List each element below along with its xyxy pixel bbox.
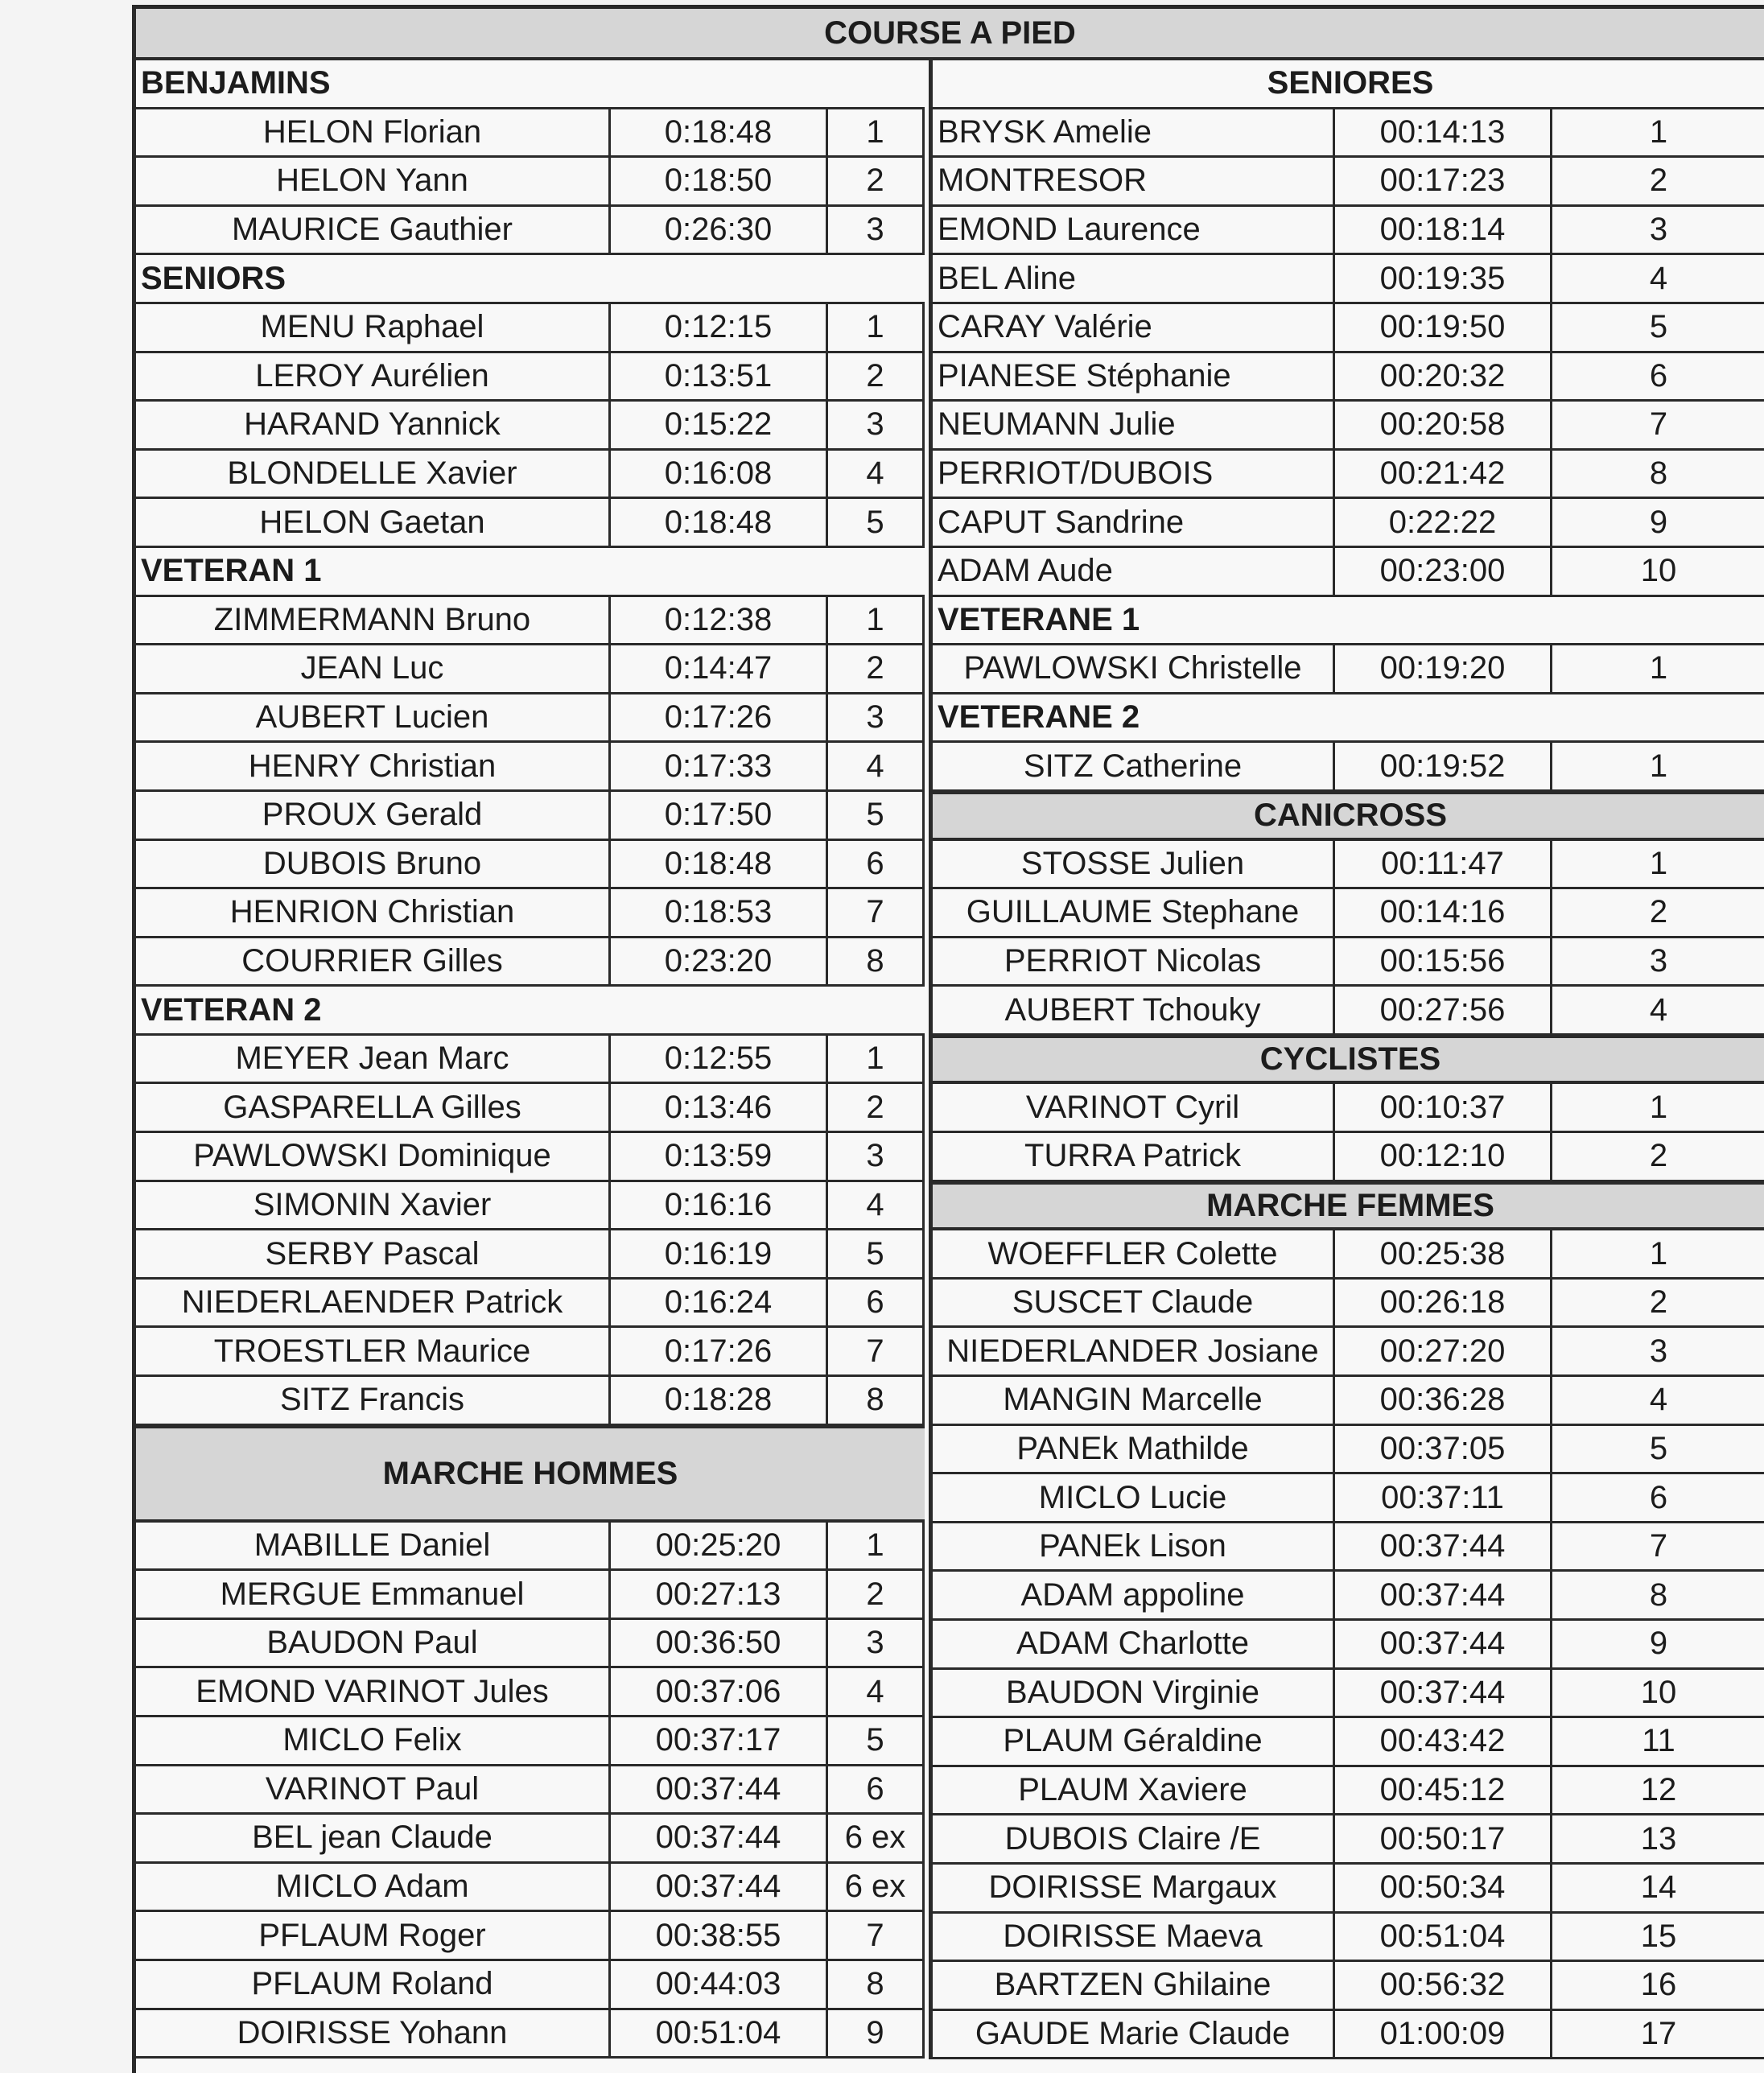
- finish-time: 00:56:32: [1335, 1962, 1552, 2009]
- athlete-name: PANEk Lison: [933, 1523, 1335, 1570]
- finish-time: 00:36:28: [1335, 1377, 1552, 1424]
- rank: 1: [1552, 1084, 1764, 1131]
- result-row: [136, 1523, 925, 1572]
- result-row: [136, 2010, 925, 2059]
- result-row: [933, 1523, 1764, 1572]
- rank: 8: [828, 1377, 925, 1424]
- rank: 10: [1552, 1670, 1764, 1717]
- result-row: [933, 1377, 1764, 1426]
- finish-time: 00:37:44: [1335, 1523, 1552, 1570]
- athlete-name: NIEDERLANDER Josiane: [933, 1328, 1335, 1374]
- rank: 2: [1552, 158, 1764, 204]
- athlete-name: HENRY Christian: [136, 743, 611, 789]
- rank: 1: [828, 109, 925, 156]
- finish-time: 00:50:17: [1335, 1815, 1552, 1862]
- result-row: [933, 1815, 1764, 1865]
- finish-time: 00:43:42: [1335, 1718, 1552, 1765]
- rank: 14: [1552, 1865, 1764, 1911]
- athlete-name: PAWLOWSKI Christelle: [933, 645, 1335, 692]
- finish-time: 00:27:13: [611, 1571, 828, 1618]
- result-row: [933, 402, 1764, 451]
- result-row: [933, 987, 1764, 1036]
- athlete-name: SITZ Francis: [136, 1377, 611, 1424]
- finish-time: 0:18:50: [611, 158, 828, 204]
- result-row: [136, 938, 925, 987]
- athlete-name: SUSCET Claude: [933, 1280, 1335, 1326]
- finish-time: 00:37:44: [611, 1864, 828, 1910]
- finish-time: 00:50:34: [1335, 1865, 1552, 1911]
- rank: 9: [1552, 499, 1764, 546]
- result-row: [933, 1280, 1764, 1329]
- result-row: [136, 304, 925, 353]
- finish-time: 0:13:46: [611, 1084, 828, 1131]
- rank: 17: [1552, 2011, 1764, 2058]
- right-column: [929, 60, 1764, 2059]
- result-row: [136, 1717, 925, 1766]
- athlete-name: MICLO Lucie: [933, 1474, 1335, 1521]
- athlete-name: DOIRISSE Margaux: [933, 1865, 1335, 1911]
- finish-time: 00:17:23: [1335, 158, 1552, 204]
- rank: 5: [828, 792, 925, 839]
- result-row: [136, 597, 925, 646]
- rank: 4: [1552, 1377, 1764, 1424]
- result-row: [933, 1865, 1764, 1914]
- athlete-name: SERBY Pascal: [136, 1230, 611, 1277]
- result-row: [136, 207, 925, 256]
- athlete-name: NEUMANN Julie: [933, 402, 1335, 448]
- finish-time: 0:23:20: [611, 938, 828, 985]
- finish-time: 00:45:12: [1335, 1767, 1552, 1814]
- rank: 6: [1552, 353, 1764, 400]
- result-row: [136, 499, 925, 548]
- finish-time: 00:19:52: [1335, 743, 1552, 789]
- athlete-name: ADAM appoline: [933, 1572, 1335, 1618]
- athlete-name: MEYER Jean Marc: [136, 1036, 611, 1082]
- rank: 1: [1552, 743, 1764, 789]
- rank: 7: [1552, 1523, 1764, 1570]
- rank: 7: [828, 1328, 925, 1374]
- finish-time: 00:15:56: [1335, 938, 1552, 985]
- athlete-name: BEL jean Claude: [136, 1815, 611, 1861]
- finish-time: 00:44:03: [611, 1961, 828, 2008]
- finish-time: 0:18:48: [611, 499, 828, 546]
- finish-time: 00:37:44: [611, 1815, 828, 1861]
- athlete-name: VARINOT Cyril: [933, 1084, 1335, 1131]
- rank: 10: [1552, 548, 1764, 595]
- page-title: COURSE A PIED: [136, 9, 1764, 60]
- athlete-name: BAUDON Virginie: [933, 1670, 1335, 1717]
- finish-time: 0:18:53: [611, 889, 828, 936]
- section-heading: CANICROSS: [933, 792, 1764, 841]
- result-row: [136, 1864, 925, 1913]
- result-row: [136, 1377, 925, 1426]
- rank: 5: [828, 1230, 925, 1277]
- finish-time: 00:19:50: [1335, 304, 1552, 351]
- finish-time: 0:16:08: [611, 451, 828, 497]
- result-row: [933, 743, 1764, 792]
- result-row: [136, 1182, 925, 1231]
- finish-time: 00:37:44: [1335, 1670, 1552, 1717]
- result-row: [933, 1474, 1764, 1523]
- athlete-name: SITZ Catherine: [933, 743, 1335, 789]
- rank: 5: [828, 499, 925, 546]
- athlete-name: EMOND VARINOT Jules: [136, 1668, 611, 1715]
- rank: 12: [1552, 1767, 1764, 1814]
- athlete-name: DOIRISSE Yohann: [136, 2010, 611, 2057]
- rank: 8: [828, 1961, 925, 2008]
- athlete-name: GUILLAUME Stephane: [933, 889, 1335, 936]
- rank: 6: [828, 841, 925, 888]
- rank: 1: [1552, 1230, 1764, 1277]
- rank: 9: [1552, 1621, 1764, 1667]
- athlete-name: PROUX Gerald: [136, 792, 611, 839]
- result-row: [136, 841, 925, 890]
- athlete-name: MENU Raphael: [136, 304, 611, 351]
- athlete-name: HARAND Yannick: [136, 402, 611, 448]
- finish-time: 00:11:47: [1335, 841, 1552, 888]
- result-row: [136, 1230, 925, 1280]
- result-row: [136, 451, 925, 500]
- finish-time: 00:37:06: [611, 1668, 828, 1715]
- rank: 11: [1552, 1718, 1764, 1765]
- rank: 6: [828, 1280, 925, 1326]
- rank: 4: [828, 1668, 925, 1715]
- finish-time: 00:10:37: [1335, 1084, 1552, 1131]
- finish-time: 00:37:17: [611, 1717, 828, 1764]
- finish-time: 0:13:51: [611, 353, 828, 400]
- rank: 7: [1552, 402, 1764, 448]
- result-row: [933, 889, 1764, 938]
- finish-time: 00:19:35: [1335, 255, 1552, 302]
- rank: 6: [1552, 1474, 1764, 1521]
- athlete-name: MABILLE Daniel: [136, 1523, 611, 1569]
- finish-time: 00:21:42: [1335, 451, 1552, 497]
- rank: 3: [828, 1620, 925, 1667]
- athlete-name: PIANESE Stéphanie: [933, 353, 1335, 400]
- results-sheet: [132, 5, 1764, 2073]
- rank: 6: [828, 1766, 925, 1813]
- rank: 4: [828, 451, 925, 497]
- athlete-name: HELON Yann: [136, 158, 611, 204]
- category-heading: VETERANE 1: [933, 597, 1764, 646]
- result-row: [136, 1571, 925, 1620]
- athlete-name: HELON Florian: [136, 109, 611, 156]
- finish-time: 00:20:58: [1335, 402, 1552, 448]
- result-row: [933, 1230, 1764, 1280]
- section-heading: MARCHE FEMMES: [933, 1182, 1764, 1231]
- athlete-name: BAUDON Paul: [136, 1620, 611, 1667]
- athlete-name: HELON Gaetan: [136, 499, 611, 546]
- athlete-name: PLAUM Xaviere: [933, 1767, 1335, 1814]
- finish-time: 0:17:26: [611, 694, 828, 741]
- athlete-name: PFLAUM Roland: [136, 1961, 611, 2008]
- result-row: [136, 1036, 925, 1085]
- athlete-name: DOIRISSE Maeva: [933, 1914, 1335, 1960]
- finish-time: 0:18:28: [611, 1377, 828, 1424]
- result-row: [136, 1912, 925, 1961]
- finish-time: 0:16:19: [611, 1230, 828, 1277]
- result-row: [136, 1328, 925, 1377]
- finish-time: 0:17:50: [611, 792, 828, 839]
- athlete-name: AUBERT Lucien: [136, 694, 611, 741]
- result-row: [136, 1815, 925, 1864]
- athlete-name: MONTRESOR: [933, 158, 1335, 204]
- rank: 2: [1552, 889, 1764, 936]
- result-row: [933, 2011, 1764, 2060]
- section-heading: MARCHE HOMMES: [136, 1426, 925, 1523]
- athlete-name: MAURICE Gauthier: [136, 207, 611, 253]
- result-row: [933, 1084, 1764, 1133]
- athlete-name: TURRA Patrick: [933, 1133, 1335, 1180]
- finish-time: 00:37:44: [611, 1766, 828, 1813]
- finish-time: 0:17:33: [611, 743, 828, 789]
- finish-time: 00:18:14: [1335, 207, 1552, 253]
- result-row: [136, 1280, 925, 1329]
- rank: 2: [828, 645, 925, 692]
- result-row: [933, 207, 1764, 256]
- rank: 4: [1552, 255, 1764, 302]
- finish-time: 0:13:59: [611, 1133, 828, 1180]
- rank: 2: [828, 1084, 925, 1131]
- rank: 13: [1552, 1815, 1764, 1862]
- result-row: [136, 792, 925, 841]
- finish-time: 0:16:24: [611, 1280, 828, 1326]
- finish-time: 0:12:55: [611, 1036, 828, 1082]
- rank: 3: [828, 207, 925, 253]
- result-row: [136, 402, 925, 451]
- rank: 6 ex: [828, 1815, 925, 1861]
- rank: 6 ex: [828, 1864, 925, 1910]
- finish-time: 00:20:32: [1335, 353, 1552, 400]
- rank: 1: [828, 304, 925, 351]
- result-row: [136, 1620, 925, 1669]
- finish-time: 0:14:47: [611, 645, 828, 692]
- result-row: [136, 353, 925, 402]
- athlete-name: JEAN Luc: [136, 645, 611, 692]
- finish-time: 00:12:10: [1335, 1133, 1552, 1180]
- rank: 1: [828, 597, 925, 644]
- result-row: [933, 1426, 1764, 1475]
- rank: 8: [1552, 1572, 1764, 1618]
- result-row: [933, 1962, 1764, 2011]
- result-row: [136, 645, 925, 694]
- result-row: [933, 451, 1764, 500]
- result-row: [933, 1133, 1764, 1182]
- athlete-name: WOEFFLER Colette: [933, 1230, 1335, 1277]
- finish-time: 00:27:56: [1335, 987, 1552, 1033]
- result-row: [933, 938, 1764, 987]
- result-row: [933, 158, 1764, 207]
- athlete-name: PFLAUM Roger: [136, 1912, 611, 1959]
- rank: 1: [1552, 841, 1764, 888]
- rank: 5: [828, 1717, 925, 1764]
- category-heading: BENJAMINS: [136, 60, 925, 109]
- category-heading: SENIORS: [136, 255, 925, 304]
- rank: 5: [1552, 1426, 1764, 1473]
- finish-time: 00:37:44: [1335, 1621, 1552, 1667]
- result-row: [933, 1718, 1764, 1767]
- finish-time: 0:18:48: [611, 109, 828, 156]
- rank: 3: [828, 1133, 925, 1180]
- athlete-name: TROESTLER Maurice: [136, 1328, 611, 1374]
- result-row: [933, 1914, 1764, 1963]
- athlete-name: MERGUE Emmanuel: [136, 1571, 611, 1618]
- result-row: [136, 694, 925, 744]
- result-row: [136, 889, 925, 938]
- rank: 3: [1552, 207, 1764, 253]
- rank: 2: [828, 353, 925, 400]
- result-row: [933, 1328, 1764, 1377]
- result-row: [136, 1668, 925, 1717]
- athlete-name: MICLO Adam: [136, 1864, 611, 1910]
- athlete-name: LEROY Aurélien: [136, 353, 611, 400]
- athlete-name: CARAY Valérie: [933, 304, 1335, 351]
- finish-time: 00:38:55: [611, 1912, 828, 1959]
- finish-time: 00:25:38: [1335, 1230, 1552, 1277]
- rank: 16: [1552, 1962, 1764, 2009]
- rank: 3: [1552, 938, 1764, 985]
- athlete-name: GAUDE Marie Claude: [933, 2011, 1335, 2058]
- athlete-name: BARTZEN Ghilaine: [933, 1962, 1335, 2009]
- result-row: [933, 255, 1764, 304]
- finish-time: 00:19:20: [1335, 645, 1552, 692]
- finish-time: 00:51:04: [1335, 1914, 1552, 1960]
- rank: 5: [1552, 304, 1764, 351]
- finish-time: 0:26:30: [611, 207, 828, 253]
- rank: 7: [828, 1912, 925, 1959]
- finish-time: 0:16:16: [611, 1182, 828, 1229]
- athlete-name: AUBERT Tchouky: [933, 987, 1335, 1033]
- finish-time: 00:23:00: [1335, 548, 1552, 595]
- finish-time: 0:15:22: [611, 402, 828, 448]
- category-heading: VETERANE 2: [933, 694, 1764, 744]
- athlete-name: HENRION Christian: [136, 889, 611, 936]
- rank: 9: [828, 2010, 925, 2057]
- finish-time: 00:27:20: [1335, 1328, 1552, 1374]
- rank: 2: [828, 1571, 925, 1618]
- athlete-name: VARINOT Paul: [136, 1766, 611, 1813]
- athlete-name: MICLO Felix: [136, 1717, 611, 1764]
- athlete-name: PANEk Mathilde: [933, 1426, 1335, 1473]
- finish-time: 00:26:18: [1335, 1280, 1552, 1326]
- finish-time: 0:18:48: [611, 841, 828, 888]
- finish-time: 00:36:50: [611, 1620, 828, 1667]
- rank: 3: [828, 694, 925, 741]
- result-row: [933, 499, 1764, 548]
- athlete-name: MANGIN Marcelle: [933, 1377, 1335, 1424]
- result-row: [933, 1767, 1764, 1816]
- athlete-name: NIEDERLAENDER Patrick: [136, 1280, 611, 1326]
- athlete-name: BLONDELLE Xavier: [136, 451, 611, 497]
- athlete-name: PERRIOT Nicolas: [933, 938, 1335, 985]
- finish-time: 0:12:38: [611, 597, 828, 644]
- finish-time: 00:37:44: [1335, 1572, 1552, 1618]
- result-row: [136, 1133, 925, 1182]
- result-row: [136, 1084, 925, 1133]
- rank: 2: [828, 158, 925, 204]
- athlete-name: CAPUT Sandrine: [933, 499, 1335, 546]
- rank: 1: [1552, 109, 1764, 156]
- result-row: [933, 109, 1764, 159]
- athlete-name: SIMONIN Xavier: [136, 1182, 611, 1229]
- result-row: [136, 158, 925, 207]
- rank: 3: [828, 402, 925, 448]
- category-heading: VETERAN 2: [136, 987, 925, 1036]
- section-heading: CYCLISTES: [933, 1036, 1764, 1085]
- result-row: [933, 548, 1764, 597]
- athlete-name: DUBOIS Claire /E: [933, 1815, 1335, 1862]
- result-row: [933, 1572, 1764, 1621]
- result-row: [933, 645, 1764, 694]
- rank: 3: [1552, 1328, 1764, 1374]
- athlete-name: STOSSE Julien: [933, 841, 1335, 888]
- category-heading: SENIORES: [933, 60, 1764, 109]
- result-row: [933, 304, 1764, 353]
- result-row: [136, 1766, 925, 1815]
- rank: 7: [828, 889, 925, 936]
- rank: 8: [1552, 451, 1764, 497]
- rank: 4: [828, 743, 925, 789]
- finish-time: 00:14:13: [1335, 109, 1552, 156]
- result-row: [933, 353, 1764, 402]
- rank: 2: [1552, 1280, 1764, 1326]
- result-row: [136, 743, 925, 792]
- rank: 1: [828, 1523, 925, 1569]
- category-heading: VETERAN 1: [136, 548, 925, 597]
- finish-time: 0:17:26: [611, 1328, 828, 1374]
- result-row: [933, 841, 1764, 890]
- rank: 2: [1552, 1133, 1764, 1180]
- finish-time: 00:37:11: [1335, 1474, 1552, 1521]
- finish-time: 01:00:09: [1335, 2011, 1552, 2058]
- result-row: [136, 109, 925, 159]
- athlete-name: PAWLOWSKI Dominique: [136, 1133, 611, 1180]
- athlete-name: ZIMMERMANN Bruno: [136, 597, 611, 644]
- rank: 15: [1552, 1914, 1764, 1960]
- finish-time: 0:12:15: [611, 304, 828, 351]
- finish-time: 00:51:04: [611, 2010, 828, 2057]
- finish-time: 0:22:22: [1335, 499, 1552, 546]
- athlete-name: GASPARELLA Gilles: [136, 1084, 611, 1131]
- athlete-name: BEL Aline: [933, 255, 1335, 302]
- rank: 1: [1552, 645, 1764, 692]
- athlete-name: EMOND Laurence: [933, 207, 1335, 253]
- rank: 4: [828, 1182, 925, 1229]
- athlete-name: PERRIOT/DUBOIS: [933, 451, 1335, 497]
- rank: 8: [828, 938, 925, 985]
- finish-time: 00:25:20: [611, 1523, 828, 1569]
- rank: 1: [828, 1036, 925, 1082]
- athlete-name: DUBOIS Bruno: [136, 841, 611, 888]
- result-row: [933, 1670, 1764, 1719]
- result-row: [136, 1961, 925, 2010]
- athlete-name: COURRIER Gilles: [136, 938, 611, 985]
- athlete-name: ADAM Aude: [933, 548, 1335, 595]
- finish-time: 00:37:05: [1335, 1426, 1552, 1473]
- finish-time: 00:14:16: [1335, 889, 1552, 936]
- rank: 4: [1552, 987, 1764, 1033]
- athlete-name: BRYSK Amelie: [933, 109, 1335, 156]
- result-row: [933, 1621, 1764, 1670]
- athlete-name: PLAUM Géraldine: [933, 1718, 1335, 1765]
- left-column: [136, 60, 925, 2059]
- athlete-name: ADAM Charlotte: [933, 1621, 1335, 1667]
